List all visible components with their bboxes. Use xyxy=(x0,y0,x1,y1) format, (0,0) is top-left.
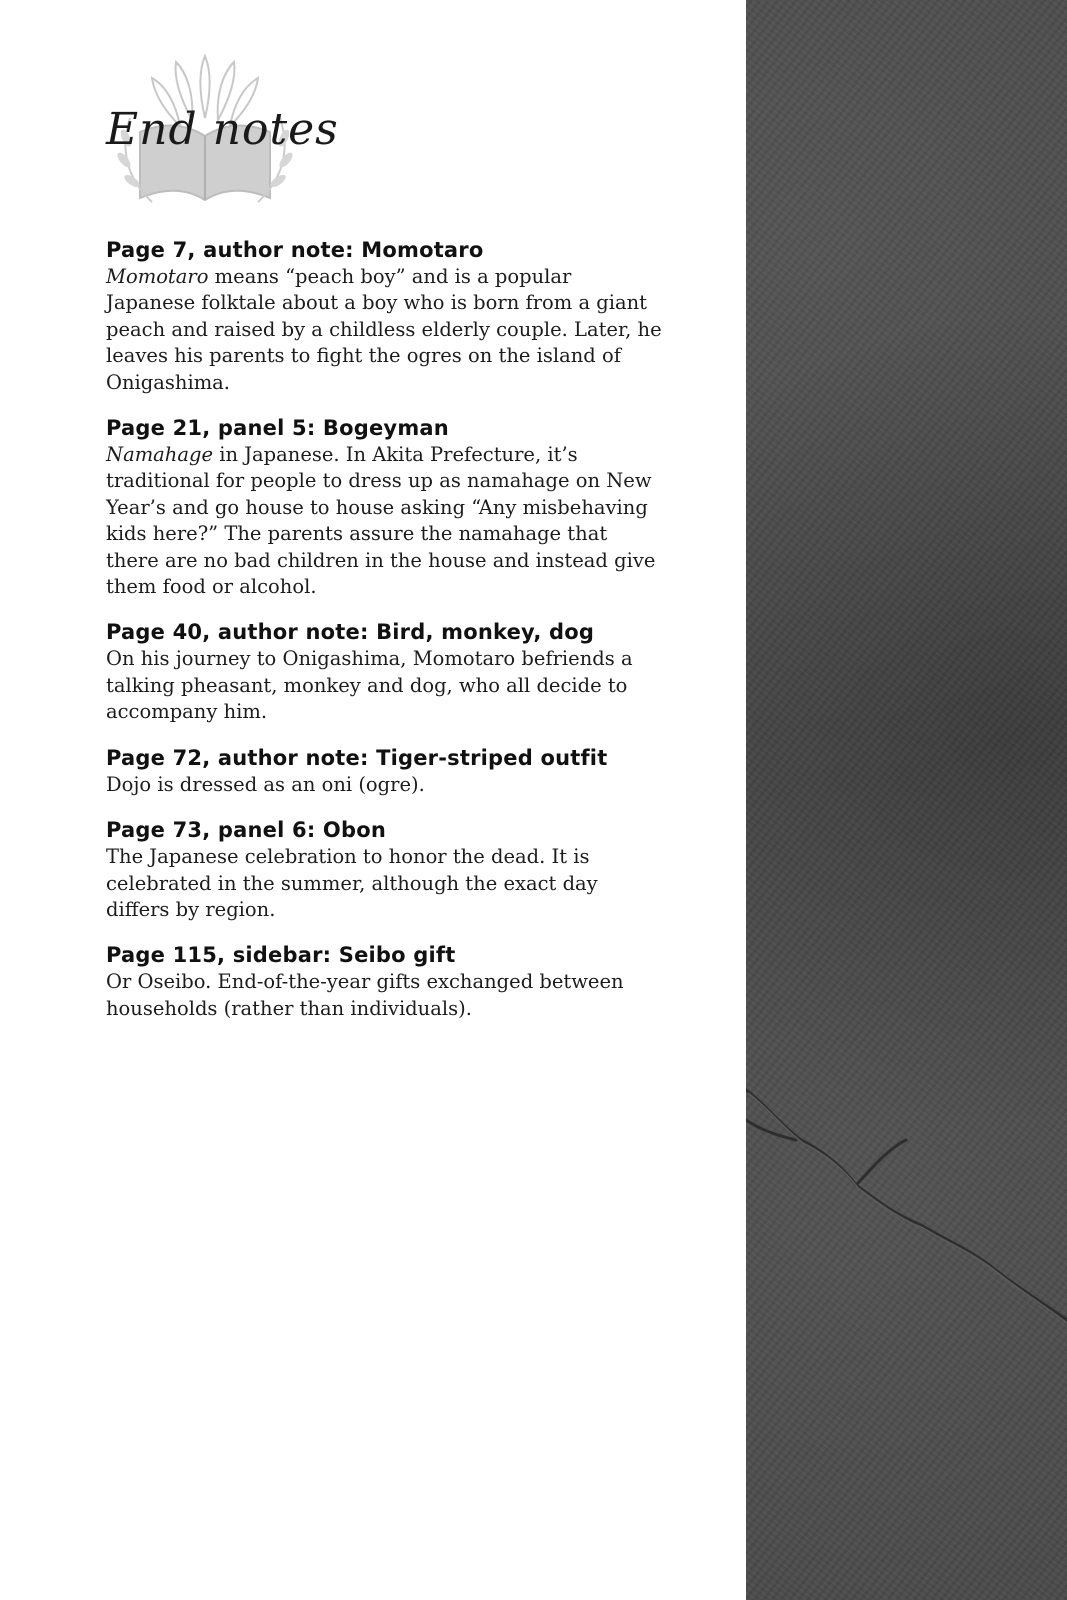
note-heading: Page 7, author note: Momotaro xyxy=(106,238,484,262)
note-text: Dojo is dressed as an oni (ogre). xyxy=(106,772,425,796)
note-item xyxy=(106,744,666,798)
note-heading: Page 72, author note: Tiger-striped outfit xyxy=(106,745,608,770)
note-italic-term: Momotaro xyxy=(106,265,209,288)
note-heading: Page 73, panel 6: Obon xyxy=(106,818,386,843)
note-text: Or Oseibo. End-of-the-year gifts exchanged between households (rather than individuals). xyxy=(106,970,624,1020)
note-body xyxy=(106,772,666,798)
note-body xyxy=(106,442,666,600)
note-heading: Page 21, panel 5: Bogeyman xyxy=(106,416,449,441)
note-italic-term: Namahage xyxy=(106,443,214,467)
note-heading: Page 115, sidebar: Seibo gift xyxy=(106,943,456,968)
note-body xyxy=(106,646,666,725)
stone-crack-lines xyxy=(746,0,1067,1600)
note-item xyxy=(106,618,666,725)
note-body xyxy=(106,844,666,923)
note-item xyxy=(106,941,666,1022)
note-heading: Page 40, author note: Bird, monkey, dog xyxy=(106,620,595,645)
note-item xyxy=(106,414,666,600)
notes-list xyxy=(106,236,666,1040)
note-text: On his journey to Onigashima, Momotaro befriends a talking pheasant, monkey and dog, who all decide to accompany him. xyxy=(106,647,633,724)
stone-texture-panel xyxy=(746,0,1067,1600)
note-text: means “peach boy” and is a popular Japanese folktale about a boy who is born from a giant peach and raised by a childless elderly couple. Later, he leaves his parents to fight the ogres on the island of Onigashima. xyxy=(106,265,662,394)
note-item xyxy=(106,816,666,923)
note-text: in Japanese. In Akita Prefecture, it’s traditional for people to dress up as namahage on New Year’s and go house to house asking “Any misbehaving kids here?” The parents assure the namahage that there are no bad children in the house and instead give them food or alcohol. xyxy=(106,443,656,599)
note-item xyxy=(106,236,666,396)
note-text: The Japanese celebration to honor the dead. It is celebrated in the summer, although the exact day differs by region. xyxy=(106,845,598,921)
page-title: End notes xyxy=(106,104,339,155)
note-body xyxy=(106,264,666,396)
note-body xyxy=(106,969,666,1022)
